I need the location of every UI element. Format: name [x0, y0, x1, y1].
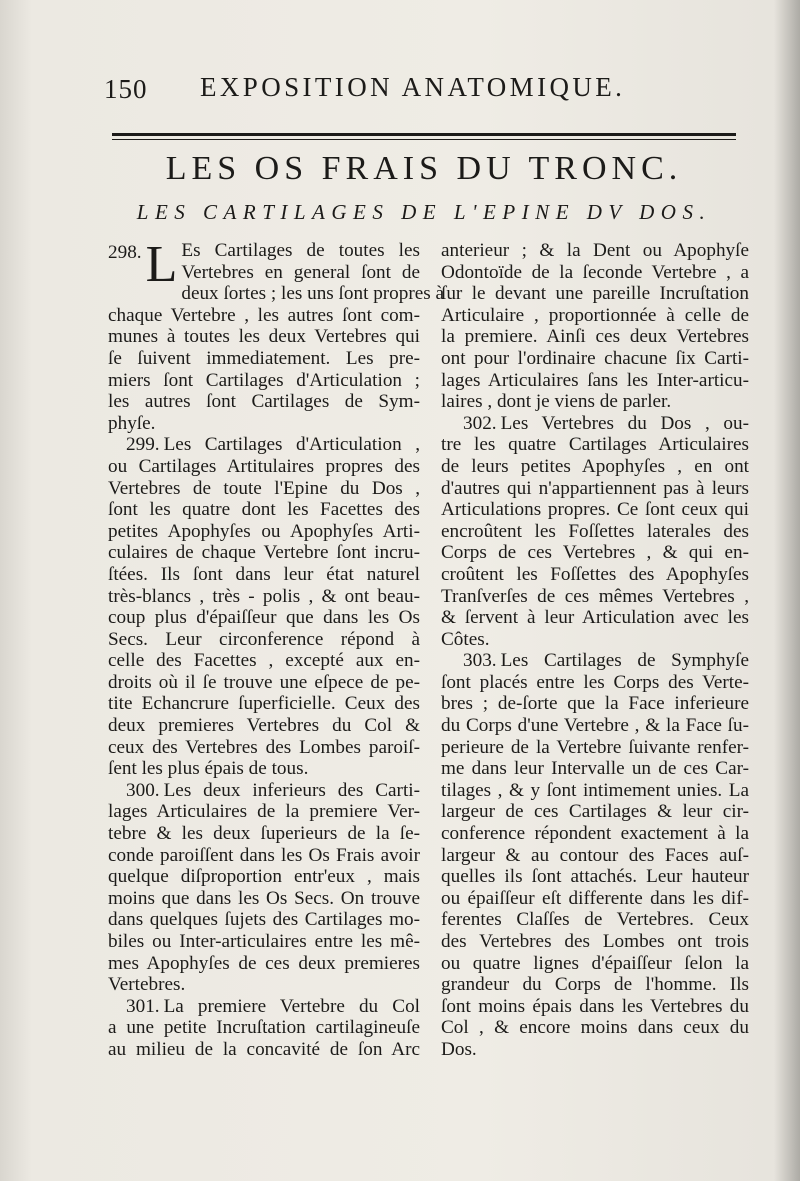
text-line: Les deux inferieurs des Carti- — [163, 779, 420, 801]
left-column — [108, 236, 445, 1061]
text-line: Odontoïde de la ſeconde Vertebre , a — [441, 261, 749, 283]
text-line: chaque Vertebre , les autres ſont com- — [108, 304, 420, 326]
header-rule-thin — [112, 139, 736, 140]
text-line: Corps de ces Vertebres , & qui en- — [441, 542, 749, 564]
text-line: ſont les quatre dont les Facettes des — [108, 499, 420, 521]
text-line: des Vertebres des Lombes ont trois — [441, 931, 749, 952]
text-line: deux premieres Vertebres du Col & — [108, 715, 420, 737]
section-subtitle: LES CARTILAGES DE L'EPINE DV DOS. — [136, 200, 712, 224]
paragraph-300 — [108, 780, 420, 996]
text-line: ſtées. Ils ſont dans leur état naturel — [108, 563, 420, 585]
text-line: ou épaiſſeur eſt differente dans les dif- — [441, 887, 749, 909]
text-line: ſe ſuivent immediatement. Les pre- — [108, 347, 420, 369]
text-line: tilages , & y ſont intimement unies. La — [441, 779, 749, 801]
text-line: anterieur ; & la Dent ou Apophyſe — [441, 240, 749, 261]
text-line: bres ; de-ſorte que la Face inferieure — [441, 693, 749, 715]
text-line: laires , dont je viens de parler. — [441, 391, 672, 413]
text-line: coup plus d'épaiſſeur que dans les Os — [108, 607, 420, 629]
text-line: droits où il ſe trouve une eſpece de pe- — [108, 671, 420, 693]
running-title: EXPOSITION ANATOMIQUE. — [200, 72, 626, 102]
paragraph-number: 302. — [463, 412, 497, 434]
text-line: munes à toutes les deux Vertebres qui — [108, 326, 420, 348]
text-line: conference répondent exactement à la — [441, 823, 749, 845]
text-line: Articulaire , proportionnée à celle de — [441, 304, 749, 326]
text-line: Dos. — [441, 1038, 477, 1060]
paragraph-298 — [108, 236, 445, 434]
text-line: moins que dans les Os Secs. On trouve — [108, 887, 420, 909]
text-line: du Corps d'une Vertebre , & la Face ſu- — [441, 715, 749, 737]
paragraph-303 — [441, 650, 749, 1060]
text-line: mes Apophyſes de ces deux premieres — [108, 952, 420, 974]
text-line: celle des Facettes , excepté aux en- — [108, 650, 420, 672]
paragraph-number: 300. — [126, 779, 160, 801]
header-rule-thick — [112, 133, 736, 136]
text-line: ſent les plus épais de tous. — [108, 758, 309, 780]
text-line: ou quatre lignes d'épaiſſeur ſelon la — [441, 952, 749, 974]
text-line: biles ou Inter-articulaires entre les mê- — [108, 931, 420, 952]
text-line: Vertebres. — [108, 974, 186, 996]
text-line: conde paroiſſent dans les Os Frais avoir — [108, 844, 420, 866]
text-line: a une petite Incruſtation cartilagineuſe — [108, 1017, 420, 1039]
text-line: quelles ils ſont attachés. Leur hauteur — [441, 866, 749, 888]
text-line: grandeur du Corps de l'homme. Ils — [441, 974, 749, 996]
paragraph-number: 298. — [108, 242, 142, 263]
paragraph-number: 299. — [126, 434, 160, 456]
page-number: 150 — [104, 74, 148, 104]
text-line: lages Articulaires ſans les Inter-articu- — [441, 369, 749, 391]
text-line: ont pour l'ordinaire chacune ſix Carti- — [441, 347, 749, 369]
section-title: LES OS FRAIS DU TRONC. — [165, 150, 683, 187]
text-line-numbered — [108, 434, 420, 456]
paragraph-number: 301. — [126, 995, 160, 1017]
text-line: ou Cartilages Artitulaires propres des — [108, 455, 420, 477]
text-line: largeur & au contour des Faces auſ- — [441, 844, 749, 866]
text-line: La premiere Vertebre du Col — [163, 995, 420, 1017]
drop-cap: L — [145, 236, 178, 293]
text-line: la premiere. Ainſi ces deux Vertebres — [441, 326, 749, 348]
text-line: ſont moins épais dans les Vertebres du — [441, 995, 749, 1017]
running-head — [100, 66, 670, 106]
text-line: deux ſortes ; les uns ſont propres à — [181, 283, 445, 305]
paragraph-301 — [108, 996, 420, 1061]
text-line: perieure de la Vertebre ſuivante renfer- — [441, 736, 749, 758]
text-line: largeur de ces Cartilages & leur cir- — [441, 801, 749, 823]
text-line: Les Cartilages d'Articulation , — [163, 434, 420, 456]
text-line: Côtes. — [441, 628, 490, 650]
text-line: miers ſont Cartilages d'Articulation ; — [108, 369, 420, 391]
right-column — [441, 240, 749, 1061]
text-line-numbered — [108, 780, 420, 802]
text-line: Les Vertebres du Dos , ou- — [500, 412, 749, 434]
text-line-numbered — [441, 650, 749, 672]
text-line: croûtent les Foſſettes des Apophyſes — [441, 563, 749, 585]
text-line: Vertebres de toute l'Epine du Dos , — [108, 477, 420, 499]
text-line: phyſe. — [108, 412, 156, 434]
text-line: tite Echancrure ſuperficielle. Ceux des — [108, 693, 420, 715]
text-line: petites Apophyſes ou Apophyſes Arti- — [108, 520, 420, 542]
text-line: ferentes Claſſes de Vertebres. Ceux — [441, 909, 749, 931]
paragraph-299 — [108, 434, 420, 780]
text-line: ceux des Vertebres des Lombes paroiſ- — [108, 736, 420, 758]
text-line: Les Cartilages de Symphyſe — [500, 650, 749, 672]
text-line-numbered — [108, 996, 420, 1018]
text-line: très-blancs , très - polis , & ont beau- — [108, 585, 420, 607]
text-line: & ſervent à leur Articulation avec les — [441, 607, 749, 629]
text-line: Articulations propres. Ce ſont ceux qui — [441, 499, 749, 521]
text-line: d'autres qui n'appartiennent pas à leurs — [441, 477, 749, 499]
text-line: culaires de chaque Vertebre ſont incru- — [108, 542, 420, 564]
text-line: ſont placés entre les Corps des Verte- — [441, 671, 749, 693]
text-line: ſur le devant une pareille Incruſtation — [441, 283, 749, 305]
text-line: tre les quatre Cartilages Articulaires — [441, 434, 749, 456]
text-line: au milieu de la concavité de ſon Arc — [108, 1038, 420, 1060]
text-line: Col , & encore moins dans ceux du — [441, 1017, 749, 1039]
text-line: Tranſverſes de ces mêmes Vertebres , — [441, 585, 749, 607]
paragraph-301-continued — [441, 240, 749, 413]
text-line: lages Articulaires de la premiere Ver- — [108, 801, 420, 823]
page-gutter-shadow — [774, 0, 800, 1181]
text-line-numbered — [441, 413, 749, 435]
text-line: Secs. Leur circonference répond à — [108, 628, 420, 650]
text-line: quelque diſproportion entr'eux , mais — [108, 866, 420, 888]
text-line: me dans leur Intervalle un de ces Car- — [441, 758, 749, 780]
text-line: Es Cartilages de toutes les — [181, 240, 420, 261]
text-line: Vertebres en general ſont de — [181, 261, 420, 283]
text-line: de leurs petites Apophyſes , en ont — [441, 455, 749, 477]
paragraph-302 — [441, 413, 749, 651]
paragraph-number: 303. — [463, 650, 497, 672]
text-line: dans quelques ſujets des Cartilages mo- — [108, 909, 420, 931]
text-line: les autres ſont Cartilages de Sym- — [108, 391, 420, 413]
text-line: encroûtent les Foſſettes laterales des — [441, 520, 749, 542]
text-line: tebre & les deux ſuperieurs de la ſe- — [108, 823, 420, 845]
